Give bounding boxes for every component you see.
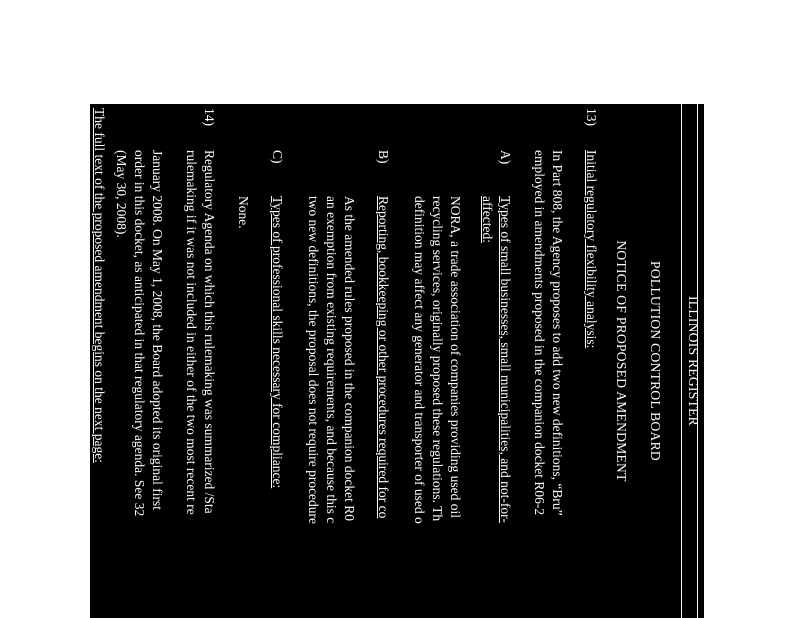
scanned-page bbox=[90, 104, 704, 618]
item-14-line-1: Regulatory Agenda on which this rulemaking was summarized /Sta bbox=[202, 150, 217, 514]
header-rule-bottom bbox=[681, 104, 682, 618]
item-13-intro-line-2: employed in amendments proposed in the companion docket R06-2 bbox=[532, 150, 547, 516]
item-13-a-heading-line-2: affected: bbox=[480, 196, 495, 243]
item-14-line-3: January 2008. On May 1, 2008, the Board adopted its original first bbox=[150, 150, 165, 510]
register-title: ILLINOIS REGISTER bbox=[686, 296, 701, 426]
item-13-b-line-2: an exemption from existing requirements, and because this c bbox=[324, 196, 339, 524]
item-13-a-letter: A) bbox=[498, 150, 513, 165]
item-13-a-line-3: definition may affect any generator and transporter of used o bbox=[412, 196, 427, 524]
item-13-a-line-2: recycling services, originally proposed these regulations. Th bbox=[430, 196, 445, 522]
item-13-a-heading-line-1: Types of small businesses, small municipalities, and not-for- bbox=[498, 196, 513, 523]
item-13-c-heading: Types of professional skills necessary for compliance: bbox=[270, 196, 285, 489]
item-13-intro-line-1: In Part 808, the Agency proposes to add two new definitions, “Bru” bbox=[550, 150, 565, 516]
item-13-c-letter: C) bbox=[270, 150, 285, 164]
item-13-b-letter: B) bbox=[376, 150, 391, 164]
item-14-line-5: (May 30, 2008). bbox=[114, 150, 129, 238]
item-13-b-heading: Reporting, bookkeeping or other procedures required for co bbox=[376, 196, 391, 519]
board-title: POLLUTION CONTROL BOARD bbox=[648, 261, 663, 461]
item-13-number: 13) bbox=[584, 108, 599, 126]
item-14-number: 14) bbox=[202, 108, 217, 126]
item-14-line-2: rulemaking if it was not included in either of the two most recent re bbox=[184, 150, 199, 515]
item-13-a-line-1: NORA, a trade association of companies providing used oil bbox=[448, 196, 463, 519]
notice-title: NOTICE OF PROPOSED AMENDMENT bbox=[614, 240, 629, 482]
item-13-b-line-1: As the amended rules proposed in the companion docket R0 bbox=[342, 196, 357, 522]
item-13-b-line-3: two new definitions, the proposal does not require procedure bbox=[306, 196, 321, 525]
item-14-line-4: order in this docket, as anticipated in that regulatory agenda. See 32 bbox=[132, 150, 147, 517]
full-text-footer: The full text of the proposed amendment begins on the next page: bbox=[92, 108, 107, 464]
item-13-heading: Initial regulatory flexibility analysis: bbox=[584, 150, 599, 349]
item-13-c-text: None. bbox=[236, 196, 251, 229]
rotated-page-content bbox=[90, 104, 704, 618]
